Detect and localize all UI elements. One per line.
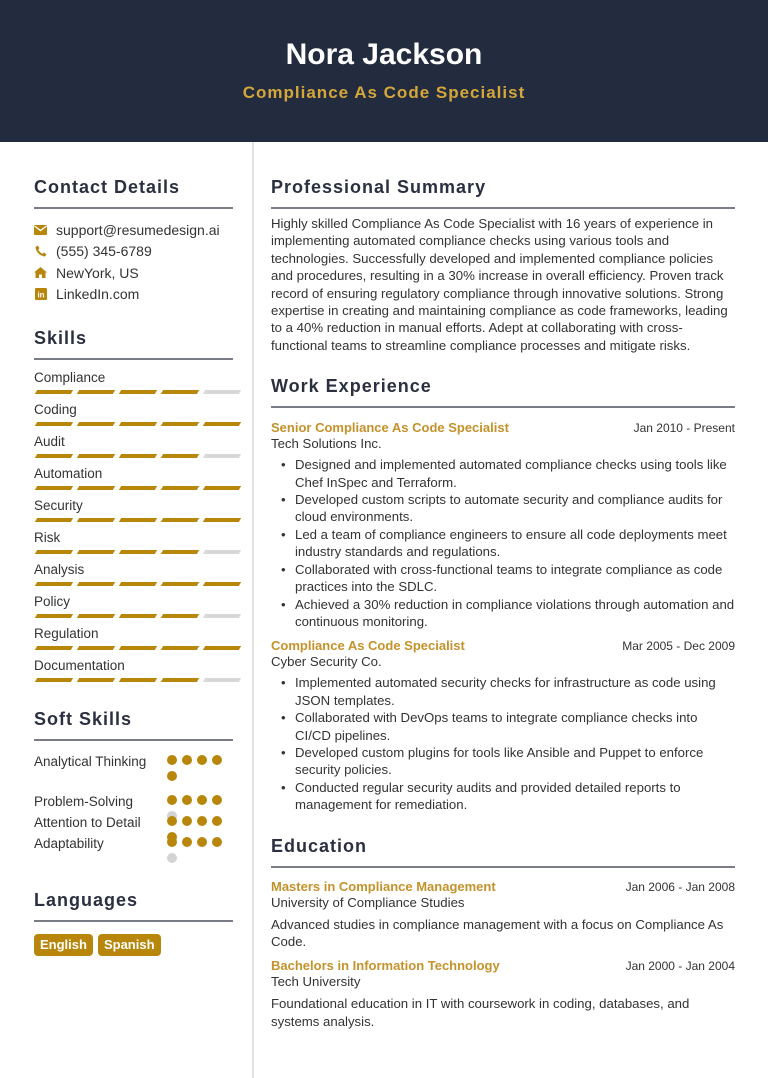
skill-bar-filled [161, 486, 199, 490]
school-name: University of Compliance Studies [271, 894, 465, 910]
skill-bar-filled [161, 614, 199, 618]
section-heading: Work Experience [271, 376, 432, 397]
skill-level-bars [34, 614, 240, 618]
rating-dot-filled [197, 755, 207, 765]
rating-dot-filled [197, 795, 207, 805]
phone-icon [34, 245, 47, 258]
skill-bar-filled [119, 678, 157, 682]
skill-bar-filled [35, 550, 73, 554]
skill-bar-filled [77, 486, 115, 490]
languages-section [34, 888, 233, 956]
rating-dot-filled [182, 816, 192, 826]
skill-bar-filled [203, 646, 241, 650]
soft-skill-item [34, 833, 233, 854]
education-dates: Jan 2000 - Jan 2004 [625, 959, 735, 974]
job-header [271, 420, 735, 435]
contact-email[interactable] [34, 219, 233, 241]
skill-bar-filled [35, 646, 73, 650]
rating-dot-empty [167, 853, 177, 863]
section-rule [34, 207, 233, 209]
skill-name: Security [34, 498, 83, 513]
rating-dot-filled [167, 816, 177, 826]
soft-skill-item [34, 751, 233, 791]
skill-bar-filled [35, 582, 73, 586]
section-heading: Soft Skills [34, 709, 133, 729]
degree-title: Bachelors in Information Technology [271, 958, 500, 974]
job-bullet: • Conducted regular security audits and provided detailed reports to management for remediation. [295, 779, 735, 814]
education-header [271, 879, 735, 894]
section-rule [34, 920, 233, 922]
skill-bar-filled [161, 582, 199, 586]
skill-bar-filled [77, 454, 115, 458]
skill-bar-empty [203, 550, 241, 554]
envelope-icon [34, 223, 47, 236]
skill-bar-filled [203, 518, 241, 522]
education-entry [271, 958, 735, 1030]
rating-dot-filled [182, 755, 192, 765]
skill-bar-filled [77, 518, 115, 522]
rating-dot-filled [212, 837, 222, 847]
job-dates: Jan 2010 - Present [633, 421, 735, 436]
skill-bar-filled [77, 550, 115, 554]
home-icon [34, 266, 47, 279]
skill-bar-filled [77, 614, 115, 618]
skill-level-bars [34, 582, 240, 586]
rating-dot-filled [197, 816, 207, 826]
contact-linkedin-text: LinkedIn.com [56, 286, 140, 303]
skill-bar-empty [203, 678, 241, 682]
rating-dot-filled [197, 837, 207, 847]
skill-name: Documentation [34, 658, 125, 673]
column-divider [252, 142, 254, 1078]
section-rule [34, 739, 233, 741]
skill-level-bars [34, 390, 240, 394]
skill-bar-filled [35, 454, 73, 458]
skill-bar-filled [161, 646, 199, 650]
skill-level-bars [34, 518, 240, 522]
section-heading: Languages [34, 890, 139, 910]
skill-bar-filled [161, 454, 199, 458]
skill-name: Audit [34, 434, 65, 449]
contact-section [34, 175, 233, 305]
contact-linkedin[interactable] [34, 284, 233, 306]
job-company: Cyber Security Co. [271, 654, 382, 670]
candidate-name: Nora Jackson [285, 38, 483, 71]
job-bullet: • Achieved a 30% reduction in compliance violations through automation and continuous monitoring. [295, 596, 735, 631]
section-rule [271, 866, 735, 868]
rating-dot-filled [212, 795, 222, 805]
skill-item [34, 398, 233, 430]
rating-dot-filled [167, 837, 177, 847]
job-company: Tech Solutions Inc. [271, 436, 382, 452]
skill-level-bars [34, 678, 240, 682]
section-heading: Skills [34, 328, 88, 348]
summary-text: Highly skilled Compliance As Code Specialist with 16 years of experience in implementing automated compliance checks using various tools and technologies. Successfully developed and implemented compliance policies and procedures, resulting in a 30% increase in overall efficiency. Proven track record of ensuring regulatory compliance through innovative solutions. Strong expertise in creating and maintaining compliance as code frameworks, leading to a 40% reduction in manual efforts. Adept at collaborating with cross-functional teams to streamline compliance processes and mitigate risks. [271, 216, 728, 353]
rating-dot-filled [182, 837, 192, 847]
job-bullet: • Implemented automated security checks for infrastructure as code using JSON templates. [295, 674, 735, 709]
job-bullet: • Collaborated with DevOps teams to integrate compliance checks into CI/CD pipelines. [295, 709, 735, 744]
linkedin-icon [34, 288, 47, 301]
skill-item [34, 462, 233, 494]
skill-bar-filled [119, 454, 157, 458]
skill-bar-filled [119, 486, 157, 490]
skill-bar-empty [203, 454, 241, 458]
rating-dot-filled [212, 755, 222, 765]
section-heading: Education [271, 835, 368, 856]
skill-bar-filled [119, 582, 157, 586]
job-header [271, 638, 735, 653]
skill-item [34, 622, 233, 654]
skill-level-bars [34, 422, 240, 426]
experience-section [271, 374, 735, 813]
job-entry [271, 638, 735, 813]
skill-item [34, 494, 233, 526]
degree-title: Masters in Compliance Management [271, 878, 496, 894]
skill-bar-empty [203, 390, 241, 394]
soft-skill-item [34, 812, 233, 833]
skill-bar-filled [35, 614, 73, 618]
contact-email-text: support@resumedesign.ai [56, 221, 220, 238]
skill-bar-filled [161, 678, 199, 682]
skill-bar-filled [119, 614, 157, 618]
skill-bar-filled [35, 518, 73, 522]
job-bullet: • Led a team of compliance engineers to ensure all code deployments meet industry standards and regulations. [295, 526, 735, 561]
job-bullet: • Collaborated with cross-functional teams to integrate compliance as code practices into the SDLC. [295, 561, 735, 596]
skill-name: Automation [34, 466, 103, 481]
soft-skill-name: Problem-Solving [34, 794, 134, 809]
rating-dot-filled [167, 755, 177, 765]
section-rule [271, 207, 735, 209]
skill-bar-filled [161, 518, 199, 522]
skill-name: Compliance [34, 370, 106, 385]
skill-item [34, 590, 233, 622]
skill-bar-filled [119, 390, 157, 394]
rating-dot-filled [182, 795, 192, 805]
contact-phone[interactable] [34, 241, 233, 263]
contact-location-text: NewYork, US [56, 264, 139, 281]
skill-item [34, 654, 233, 686]
candidate-title: Compliance As Code Specialist [242, 83, 526, 102]
skill-bar-filled [77, 582, 115, 586]
skill-bar-filled [119, 646, 157, 650]
skill-bar-filled [35, 422, 73, 426]
skill-bar-filled [35, 486, 73, 490]
section-heading: Professional Summary [271, 177, 487, 197]
skill-bar-filled [203, 582, 241, 586]
job-bullet: • Developed custom plugins for tools like Ansible and Puppet to enforce security policies. [295, 744, 735, 779]
skill-bar-filled [35, 678, 73, 682]
skill-bar-filled [161, 550, 199, 554]
skill-bar-filled [161, 422, 199, 426]
job-title: Compliance As Code Specialist [271, 638, 465, 654]
skill-item [34, 526, 233, 558]
education-description: Advanced studies in compliance management with a focus on Compliance As Code. [271, 916, 724, 949]
soft-skill-dots [167, 837, 222, 863]
job-dates: Mar 2005 - Dec 2009 [622, 639, 735, 654]
job-bullets [271, 456, 735, 630]
resume-header [0, 0, 768, 142]
soft-skill-item [34, 791, 233, 812]
section-rule [271, 406, 735, 408]
skill-bar-filled [35, 390, 73, 394]
skill-level-bars [34, 486, 240, 490]
soft-skill-name: Analytical Thinking [34, 754, 147, 769]
skill-bar-filled [203, 422, 241, 426]
skill-bar-filled [77, 422, 115, 426]
svg-text:in: in [36, 290, 45, 300]
skill-level-bars [34, 550, 240, 554]
soft-skill-name: Adaptability [34, 836, 104, 851]
skill-name: Analysis [34, 562, 85, 577]
skill-item [34, 366, 233, 398]
skill-bar-filled [161, 390, 199, 394]
soft-skill-name: Attention to Detail [34, 815, 141, 830]
rating-dot-filled [167, 771, 177, 781]
education-section [271, 834, 735, 1031]
education-header [271, 958, 735, 973]
skill-bar-filled [119, 518, 157, 522]
job-title: Senior Compliance As Code Specialist [271, 420, 509, 436]
main-content [271, 142, 735, 1030]
education-description: Foundational education in IT with coursework in coding, databases, and systems analysis. [271, 996, 690, 1029]
skill-bar-filled [77, 390, 115, 394]
job-bullets [271, 674, 735, 813]
skill-level-bars [34, 454, 240, 458]
skill-bar-filled [119, 422, 157, 426]
education-entry [271, 879, 735, 951]
rating-dot-filled [212, 816, 222, 826]
language-badge: English [34, 934, 93, 956]
soft-skills-section [34, 707, 233, 854]
contact-location [34, 262, 233, 284]
skill-item [34, 430, 233, 462]
skill-bar-filled [203, 486, 241, 490]
skill-bar-empty [203, 614, 241, 618]
school-name: Tech University [271, 974, 361, 990]
summary-section [271, 175, 735, 354]
skill-bar-filled [77, 646, 115, 650]
contact-phone-text: (555) 345-6789 [56, 243, 152, 260]
section-heading: Contact Details [34, 177, 181, 197]
skill-name: Coding [34, 402, 77, 417]
job-bullet: • Designed and implemented automated compliance checks using tools like Chef InSpec and Terraform. [295, 456, 735, 491]
sidebar [34, 142, 233, 952]
job-bullet: • Developed custom scripts to automate security and compliance audits for cloud environments. [295, 491, 735, 526]
skills-section [34, 326, 233, 686]
skill-item [34, 558, 233, 590]
language-badge: Spanish [98, 934, 161, 956]
rating-dot-filled [167, 795, 177, 805]
section-rule [34, 358, 233, 360]
education-dates: Jan 2006 - Jan 2008 [625, 879, 735, 894]
skill-bar-filled [119, 550, 157, 554]
skill-name: Regulation [34, 626, 99, 641]
skill-level-bars [34, 646, 240, 650]
soft-skill-dots [167, 755, 222, 781]
skill-name: Policy [34, 594, 71, 609]
skill-name: Risk [34, 530, 61, 545]
skill-bar-filled [77, 678, 115, 682]
job-entry [271, 420, 735, 630]
